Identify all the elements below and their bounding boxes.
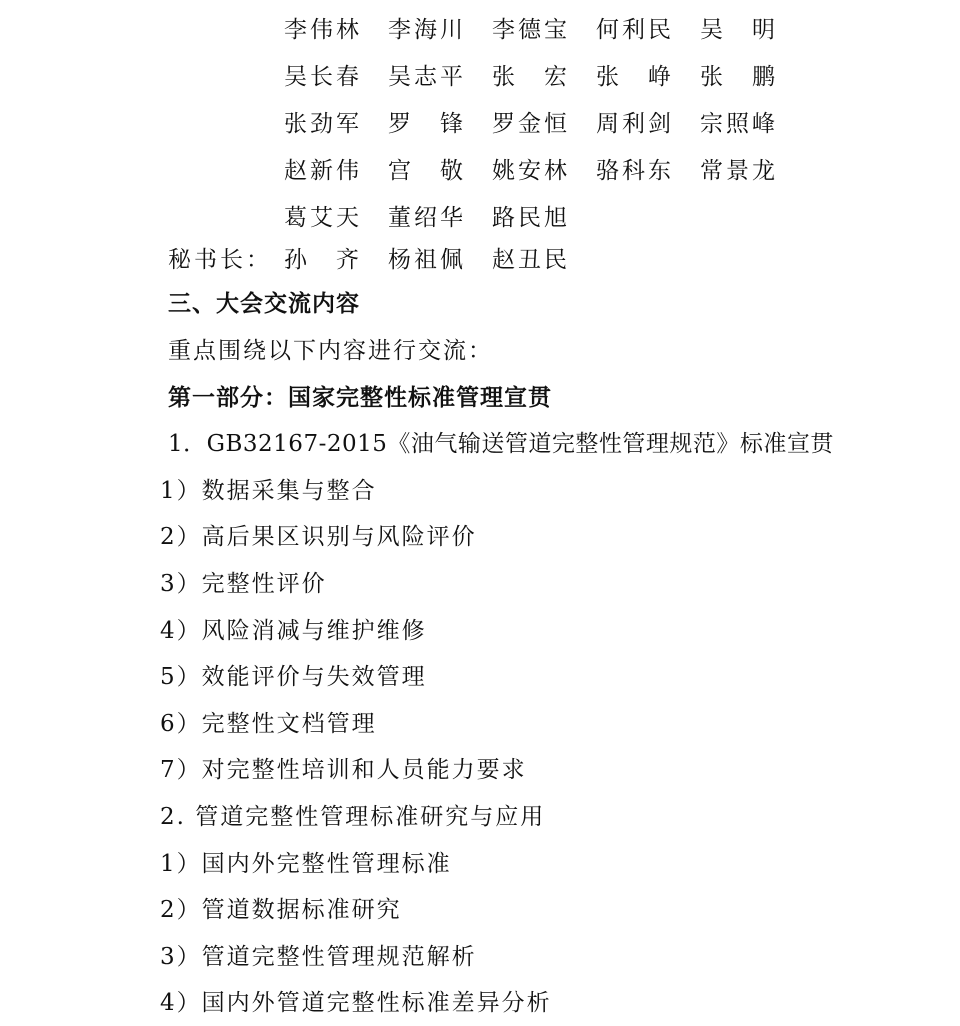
list-item: 5）效能评价与失效管理	[160, 664, 427, 690]
list-item: 1）国内外完整性管理标准	[160, 851, 452, 877]
committee-row	[284, 145, 804, 192]
committee-row	[284, 98, 804, 145]
list-item: 7）对完整性培训和人员能力要求	[160, 757, 527, 783]
list-item: 1）数据采集与整合	[160, 478, 377, 504]
member-name: 宗照峰	[700, 111, 778, 137]
secretary-general-label: 秘书长：	[168, 246, 272, 273]
member-name: 周利剑	[596, 111, 674, 137]
member-name: 李伟林	[284, 17, 362, 43]
list-item: 2）管道数据标准研究	[160, 897, 402, 923]
member-name: 李海川	[388, 17, 466, 43]
list-item: 3）管道完整性管理规范解析	[160, 944, 477, 970]
committee-member-list	[284, 4, 804, 239]
member-name: 董绍华	[388, 205, 466, 231]
member-name: 张 宏	[492, 64, 570, 90]
secretary-name: 孙 齐	[284, 246, 362, 273]
list-item: 2）高后果区识别与风险评价	[160, 524, 477, 550]
member-name: 罗金恒	[492, 111, 570, 137]
member-name: 赵新伟	[284, 158, 362, 184]
part-heading: 第一部分：国家完整性标准管理宣贯	[168, 385, 552, 411]
committee-row	[284, 51, 804, 98]
member-name: 宫 敬	[388, 158, 466, 184]
member-name: 吴 明	[700, 17, 778, 43]
member-name: 吴志平	[388, 64, 466, 90]
member-name: 葛艾天	[284, 205, 362, 231]
member-name: 李德宝	[492, 17, 570, 43]
list-item-heading: 1．GB32167-2015《油气输送管道完整性管理规范》标准宣贯	[168, 431, 834, 457]
list-item: 6）完整性文档管理	[160, 711, 377, 737]
secretary-name: 赵丑民	[492, 246, 570, 273]
committee-row	[284, 4, 804, 51]
member-name: 常景龙	[700, 158, 778, 184]
member-name: 路民旭	[492, 205, 570, 231]
list-item: 4）风险消减与维护维修	[160, 618, 427, 644]
member-name: 张 峥	[596, 64, 674, 90]
secretary-general-row	[168, 239, 596, 275]
member-name: 吴长春	[284, 64, 362, 90]
list-item-heading: 2. 管道完整性管理标准研究与应用	[160, 804, 546, 830]
member-name: 张 鹏	[700, 64, 778, 90]
member-name: 何利民	[596, 17, 674, 43]
intro-text: 重点围绕以下内容进行交流：	[168, 338, 493, 364]
member-name: 罗 锋	[388, 111, 466, 137]
list-item: 3）完整性评价	[160, 571, 327, 597]
member-name: 骆科东	[596, 158, 674, 184]
member-name: 张劲军	[284, 111, 362, 137]
secretary-name: 杨祖佩	[388, 246, 466, 273]
member-name: 姚安林	[492, 158, 570, 184]
committee-row	[284, 192, 804, 239]
section-heading: 三、大会交流内容	[168, 291, 360, 317]
list-item: 4）国内外管道完整性标准差异分析	[160, 990, 552, 1016]
